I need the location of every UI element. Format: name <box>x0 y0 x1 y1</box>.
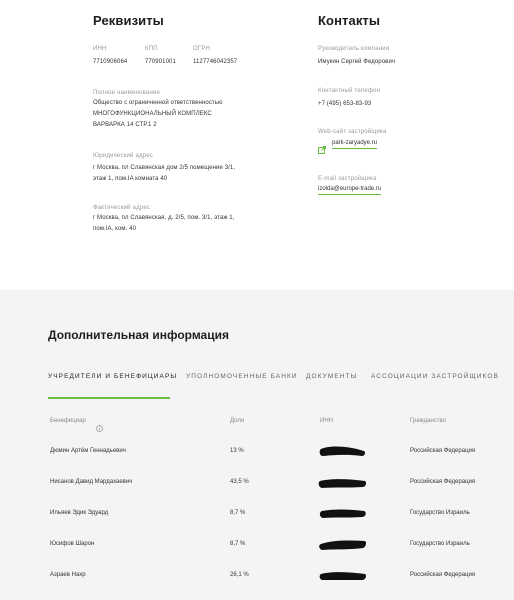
table-row <box>0 479 514 510</box>
beneficiary-name: Дюмин Артём Геннадьевич <box>50 448 126 454</box>
column-header-citizenship: Гражданство <box>410 418 446 424</box>
actual-address-label: Фактический адрес <box>93 205 151 211</box>
kpp-label: КПП <box>145 46 158 52</box>
fullname-line: ВАРВАРКА 14 СТР.1 2 <box>93 122 157 128</box>
beneficiary-share: 26,1 % <box>230 572 249 578</box>
beneficiary-name: Азраев Нахр <box>50 572 86 578</box>
ogrn-label: ОГРН <box>193 46 211 52</box>
requisites-title: Реквизиты <box>93 13 164 28</box>
actual-address-line: пом.IA, ком. 40 <box>93 226 137 232</box>
tab-documents[interactable]: ДОКУМЕНТЫ <box>306 373 358 380</box>
beneficiary-citizenship: Государство Израиль <box>410 510 470 516</box>
beneficiary-name: Ильяев Эдик Эдуард <box>50 510 109 516</box>
legal-address-label: Юридический адрес <box>93 153 153 159</box>
additional-info-title: Дополнительная информация <box>48 328 229 342</box>
tab-associations[interactable]: АССОЦИАЦИИ ЗАСТРОЙЩИКОВ <box>371 373 499 380</box>
legal-address-line: этаж 1, пом.IA комната 40 <box>93 176 168 182</box>
redaction-mark <box>318 566 368 586</box>
tab-bar <box>48 370 508 398</box>
actual-address-value <box>93 213 283 235</box>
beneficiary-citizenship: Российская Федерация <box>410 572 476 578</box>
email-label: E-mail застройщика <box>318 176 377 182</box>
additional-info-section <box>0 290 514 600</box>
tab-banks[interactable]: УПОЛНОМОЧЕННЫЕ БАНКИ <box>186 373 298 380</box>
beneficiary-name: Юсифов Шарон <box>50 541 95 547</box>
fullname-value <box>93 98 283 131</box>
table-row <box>0 572 514 600</box>
table-row <box>0 510 514 541</box>
beneficiary-share: 13 % <box>230 448 244 454</box>
email-link[interactable] <box>318 186 381 195</box>
site-link-text[interactable]: park-zaryadye.ru <box>332 140 377 149</box>
beneficiary-name: Нисанов Давид Мардахаевич <box>50 479 133 485</box>
fullname-line: МНОГОФУНКЦИОНАЛЬНЫЙ КОМПЛЕКС <box>93 111 212 117</box>
redaction-mark <box>318 535 368 555</box>
contacts-title: Контакты <box>318 13 381 28</box>
email-link-text[interactable]: izolda@europe-trade.ru <box>318 186 381 195</box>
column-header-inn: ИНН <box>320 418 333 424</box>
redaction-mark <box>318 442 368 462</box>
beneficiary-share: 8,7 % <box>230 510 246 516</box>
company-card <box>0 0 514 290</box>
redaction-mark <box>318 473 368 493</box>
site-link[interactable] <box>318 140 377 149</box>
head-label: Руководитель компании <box>318 46 390 52</box>
inn-value: 7710906064 <box>93 59 128 65</box>
site-label: Web-сайт застройщика <box>318 129 387 135</box>
redaction-mark <box>318 504 368 524</box>
fullname-line: Общество с ограниченной ответственностью <box>93 100 223 106</box>
beneficiary-share: 43,5 % <box>230 479 249 485</box>
ogrn-value: 1127746042357 <box>193 59 238 65</box>
beneficiary-citizenship: Государство Израиль <box>410 541 470 547</box>
info-icon[interactable] <box>96 419 103 426</box>
fullname-label: Полное наименование <box>93 90 161 96</box>
kpp-value: 770901001 <box>145 59 176 65</box>
beneficiary-citizenship: Российская Федерация <box>410 479 476 485</box>
phone-value[interactable]: +7 (495) 653-83-93 <box>318 101 372 107</box>
phone-label: Контактный телефон <box>318 88 381 94</box>
inn-label: ИНН <box>93 46 107 52</box>
table-row <box>0 448 514 479</box>
actual-address-line: г Москва, пл Славянская, д. 2/5, пом. 3/1, этаж 1, <box>93 215 235 221</box>
active-tab-indicator <box>48 397 170 399</box>
beneficiary-share: 8,7 % <box>230 541 246 547</box>
column-header-share: Доля <box>230 418 245 424</box>
table-row <box>0 541 514 572</box>
legal-address-value <box>93 163 283 185</box>
head-value: Имукин Сергей Федорович <box>318 59 396 65</box>
tab-founders[interactable]: УЧРЕДИТЕЛИ И БЕНЕФИЦИАРЫ <box>48 373 178 380</box>
legal-address-line: г Москва, пл Славянская дом 2/5 помещение 3/1, <box>93 165 236 171</box>
external-link-icon <box>318 141 326 149</box>
column-header-beneficiary: Бенефициар <box>50 418 86 424</box>
beneficiary-citizenship: Российская Федерация <box>410 448 476 454</box>
